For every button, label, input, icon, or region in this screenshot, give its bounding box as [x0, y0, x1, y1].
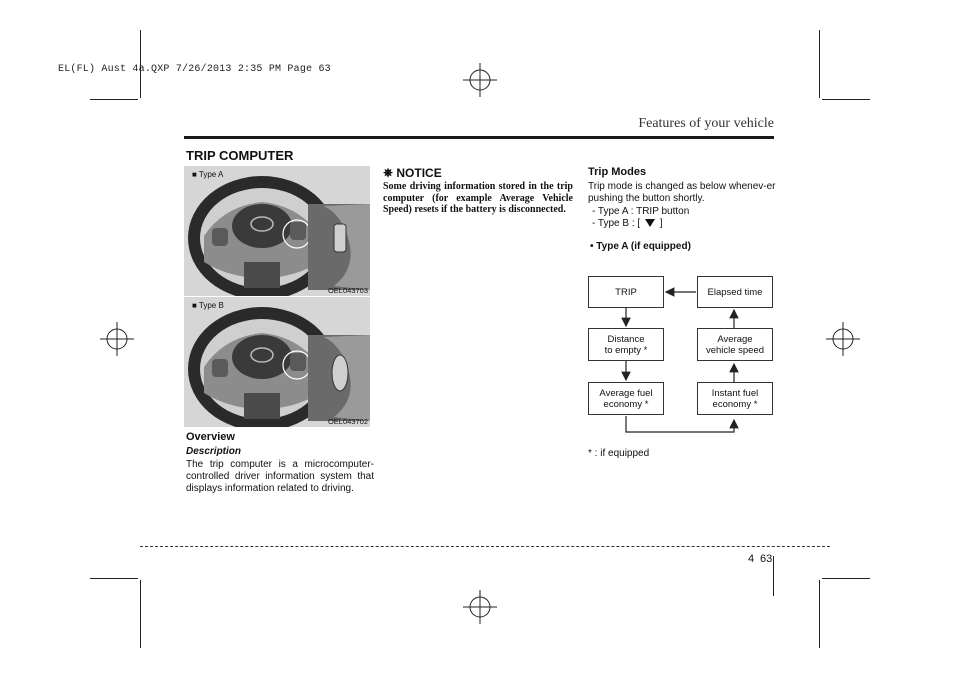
overview-subheading: Description — [186, 446, 242, 457]
crop-mark — [822, 578, 870, 579]
print-slug: EL(FL) Aust 4a.QXP 7/26/2013 2:35 PM Page 63 — [58, 64, 331, 75]
overview-heading: Overview — [186, 431, 235, 443]
flow-box-elapsed-time: Elapsed time — [697, 276, 773, 308]
crop-mark — [90, 99, 138, 100]
overview-text: The trip computer is a microcomputer-controlled driver information system that displays information related to driving. — [186, 459, 374, 494]
flow-box-average-vehicle-speed: Average vehicle speed — [697, 328, 773, 361]
figure-code: OEL043702 — [327, 417, 368, 426]
figure-label: ■ Type B — [192, 301, 224, 310]
crop-mark — [822, 99, 870, 100]
trip-modes-intro: Trip mode is changed as below whenev-er pushing the button shortly. — [588, 181, 776, 204]
type-a-bullet: • Type A (if equipped) — [590, 241, 691, 252]
type-a-line: - Type A : TRIP button — [592, 206, 690, 217]
page-number: 63 — [760, 553, 773, 565]
type-b-line — [592, 218, 663, 230]
chapter-number: 4 — [748, 553, 755, 565]
registration-mark-icon — [463, 590, 497, 624]
registration-mark-icon — [826, 322, 860, 356]
flow-box-average-fuel-economy: Average fuel economy * — [588, 382, 664, 415]
flow-box-instant-fuel-economy: Instant fuel economy * — [697, 382, 773, 415]
type-b-prefix: - Type B : [ — [592, 218, 641, 229]
crop-mark — [819, 580, 820, 648]
header-rule — [184, 136, 774, 139]
flow-box-trip: TRIP — [588, 276, 664, 308]
registration-mark-icon — [463, 63, 497, 97]
crop-mark — [90, 578, 138, 579]
registration-mark-icon — [100, 322, 134, 356]
figure-code: OEL043703 — [327, 286, 368, 295]
footnote: * : if equipped — [588, 448, 650, 459]
flow-box-distance-to-empty: Distance to empty * — [588, 328, 664, 361]
trip-modes-heading: Trip Modes — [588, 166, 647, 178]
section-title: TRIP COMPUTER — [186, 148, 294, 163]
steering-wheel-figure-type-b — [184, 297, 370, 427]
crop-mark — [140, 580, 141, 648]
crop-mark — [773, 556, 774, 596]
type-b-suffix: ] — [659, 218, 663, 229]
down-triangle-icon — [645, 219, 655, 227]
footer-dashed-rule — [140, 546, 830, 547]
steering-wheel-figure-type-a — [184, 166, 370, 296]
steering-wheel-icon — [184, 166, 370, 296]
crop-mark — [819, 30, 820, 98]
notice-text: Some driving information stored in the trip computer (for example Average Vehicle Speed) resets if the battery is disconnected. — [383, 181, 573, 215]
notice-title: ✵ NOTICE — [383, 166, 442, 180]
running-header-title: Features of your vehicle — [638, 116, 774, 131]
figure-label: ■ Type A — [192, 170, 224, 179]
steering-wheel-icon — [184, 297, 370, 427]
